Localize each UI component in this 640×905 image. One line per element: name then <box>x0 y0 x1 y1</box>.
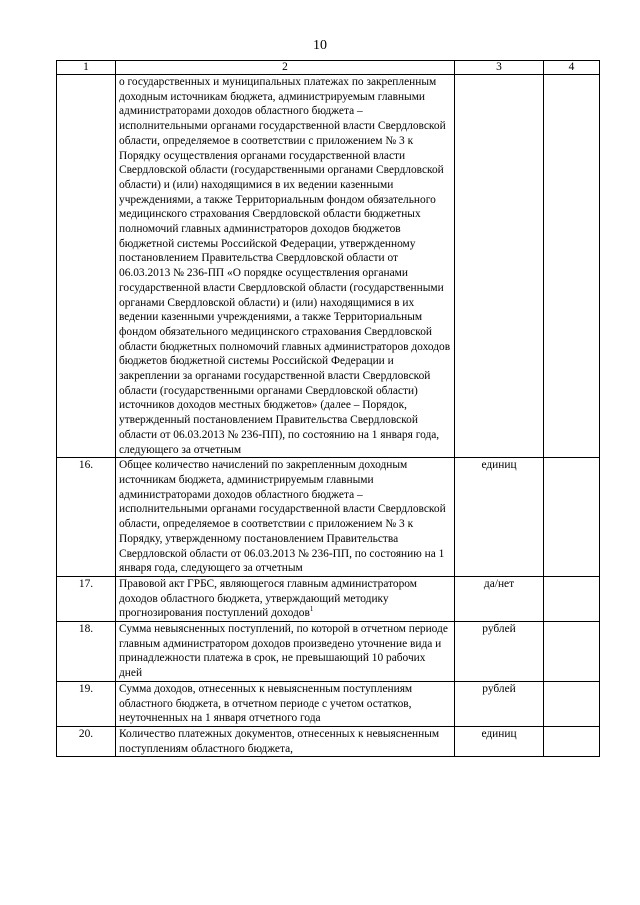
unit-cell: да/нет <box>455 576 544 621</box>
column-header-4: 4 <box>544 61 600 75</box>
table-row <box>57 622 600 682</box>
page-number: 10 <box>313 38 327 53</box>
value-cell <box>544 75 600 458</box>
table-row <box>57 576 600 621</box>
indicator-text: Общее количество начислений по закрепленным доходным источникам бюджета, администрируемым главными администраторами доходов областного бюджета – исполнительными органами государственной власти Свердловской области, определяемое в соответствии с приложением № 3 к Порядку, утвержденному постановлением Правительства Свердловской области от 06.03.2013 № 236-ПП, по состоянию на 1 января года, следующего за отчетным <box>116 458 455 577</box>
row-number: 17. <box>57 576 116 621</box>
value-cell <box>544 576 600 621</box>
row-number: 16. <box>57 458 116 577</box>
unit-cell <box>455 75 544 458</box>
unit-cell: рублей <box>455 622 544 682</box>
table-row <box>57 726 600 756</box>
indicator-text: Сумма доходов, отнесенных к невыясненным поступлениям областного бюджета, в отчетном периоде с учетом остатков, неуточненных на 1 января отчетного года <box>116 681 455 726</box>
column-header-1: 1 <box>57 61 116 75</box>
indicator-text: о государственных и муниципальных платежах по закрепленным доходным источникам бюджета, администрируемым главными администраторами доходов областного бюджета – исполнительными органами государственной власти Свердловской области, определяемое в соответствии с приложением № 3 к Порядку осуществления органами государственной власти Свердловской области (государственными органами Свердловской области) и (или) находящимися в их ведении казенными учреждениями, а также Территориальным фондом обязательного медицинского страхования Свердловской области бюджетных полномочий главных администраторов доходов бюджетов бюджетной системы Российской Федерации, утвержденному постановлением Правительства Свердловской области от 06.03.2013 № 236-ПП «О порядке осуществления органами государственной власти Свердловской области (государственными органами Свердловской области) и (или) находящимися в их ведении казенными учреждениями, а также Территориальным фондом обязательного медицинского страхования Свердловской области бюджетных полномочий главных администраторов доходов бюджетов бюджетной системы Российской Федерации и закреплении за органами государственной власти Свердловской области (государственными органами Свердловской области) источников доходов местных бюджетов» (далее – Порядок, утвержденный постановлением Правительства Свердловской области от 06.03.2013 № 236-ПП), по состоянию на 1 января года, следующего за отчетным <box>116 75 455 458</box>
table-row <box>57 681 600 726</box>
value-cell <box>544 681 600 726</box>
row-number: 19. <box>57 681 116 726</box>
footnote-marker: 1 <box>309 605 314 614</box>
value-cell <box>544 458 600 577</box>
row-number <box>57 75 116 458</box>
column-header-3: 3 <box>455 61 544 75</box>
indicator-text: Количество платежных документов, отнесенных к невыясненным поступлениям областного бюджета, <box>116 726 455 756</box>
unit-cell: единиц <box>455 726 544 756</box>
indicator-cell <box>116 576 455 621</box>
indicator-text: Правовой акт ГРБС, являющегося главным администратором доходов областного бюджета, утверждающий методику прогнозирования поступлений доходов <box>119 577 417 620</box>
column-header-2: 2 <box>116 61 455 75</box>
row-number: 18. <box>57 622 116 682</box>
value-cell <box>544 726 600 756</box>
table-header-row <box>57 61 600 75</box>
unit-cell: единиц <box>455 458 544 577</box>
indicators-table <box>56 60 600 757</box>
row-number: 20. <box>57 726 116 756</box>
unit-cell: рублей <box>455 681 544 726</box>
table-row <box>57 458 600 577</box>
indicator-text: Сумма невыясненных поступлений, по которой в отчетном периоде главным администратором доходов произведено уточнение вида и принадлежности платежа в срок, не превышающий 10 рабочих дней <box>116 622 455 682</box>
table-row <box>57 75 600 458</box>
value-cell <box>544 622 600 682</box>
